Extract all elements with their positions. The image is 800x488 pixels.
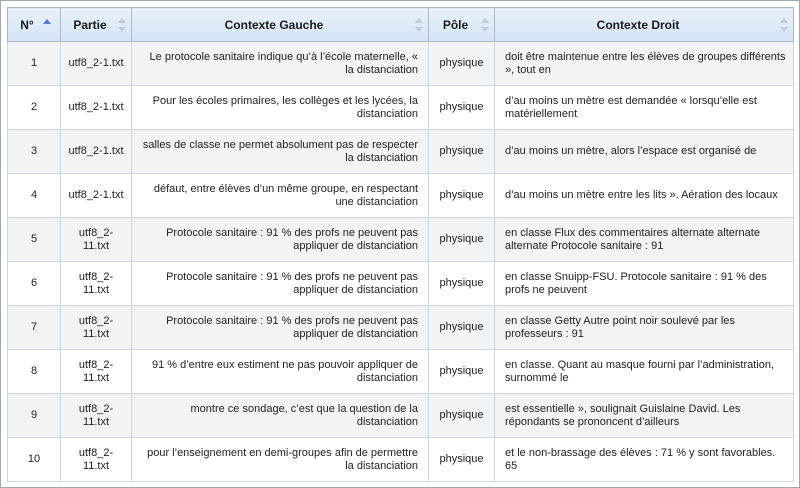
sort-ascending-icon[interactable] bbox=[43, 19, 51, 25]
cell-contexte-droit: en classe Getty Autre point noir soulevé par les professeurs : 91 bbox=[495, 306, 794, 350]
table-row[interactable] bbox=[8, 306, 794, 350]
cell-partie: utf8_2-1.txt bbox=[61, 130, 132, 174]
cell-contexte-droit: et le non-brassage des élèves : 71 % y sont favorables. 65 bbox=[495, 438, 794, 482]
cell-partie: utf8_2-11.txt bbox=[61, 350, 132, 394]
cell-num: 10 bbox=[8, 438, 61, 482]
cell-pole: physique bbox=[429, 262, 495, 306]
sort-icon[interactable] bbox=[118, 18, 126, 32]
cell-contexte-gauche: 91 % d’entre eux estiment ne pas pouvoir appliquer de distanciation bbox=[132, 350, 429, 394]
cell-partie: utf8_2-11.txt bbox=[61, 438, 132, 482]
cell-contexte-droit: d’au moins un mètre est demandée « lorsqu’elle est matériellement bbox=[495, 86, 794, 130]
cell-contexte-gauche: montre ce sondage, c’est que la question de la distanciation bbox=[132, 394, 429, 438]
cell-contexte-gauche: défaut, entre élèves d’un même groupe, en respectant une distanciation bbox=[132, 174, 429, 218]
cell-partie: utf8_2-11.txt bbox=[61, 394, 132, 438]
cell-pole: physique bbox=[429, 394, 495, 438]
cell-partie: utf8_2-11.txt bbox=[61, 218, 132, 262]
column-header-contexte-droit[interactable] bbox=[495, 8, 794, 42]
cell-contexte-droit: d’au moins un mètre entre les lits ». Aération des locaux bbox=[495, 174, 794, 218]
column-header-label: Partie bbox=[73, 17, 107, 32]
cell-pole: physique bbox=[429, 130, 495, 174]
cell-pole: physique bbox=[429, 174, 495, 218]
cell-contexte-gauche: Protocole sanitaire : 91 % des profs ne peuvent pas appliquer de distanciation bbox=[132, 218, 429, 262]
cell-partie: utf8_2-11.txt bbox=[61, 262, 132, 306]
cell-num: 8 bbox=[8, 350, 61, 394]
table-row[interactable] bbox=[8, 394, 794, 438]
cell-contexte-gauche: Protocole sanitaire : 91 % des profs ne peuvent pas appliquer de distanciation bbox=[132, 262, 429, 306]
cell-num: 5 bbox=[8, 218, 61, 262]
cell-partie: utf8_2-11.txt bbox=[61, 306, 132, 350]
cell-pole: physique bbox=[429, 42, 495, 86]
cell-num: 4 bbox=[8, 174, 61, 218]
cell-contexte-droit: en classe Flux des commentaires alternate alternate alternate Protocole sanitaire : 91 bbox=[495, 218, 794, 262]
cell-contexte-droit: en classe Snuipp-FSU. Protocole sanitaire : 91 % des profs ne peuvent bbox=[495, 262, 794, 306]
sort-icon[interactable] bbox=[481, 18, 489, 32]
table-header-row bbox=[8, 8, 794, 42]
cell-contexte-gauche: Pour les écoles primaires, les collèges et les lycées, la distanciation bbox=[132, 86, 429, 130]
cell-num: 3 bbox=[8, 130, 61, 174]
cell-contexte-droit: est essentielle », soulignait Guislaine David. Les répondants se prononcent d’ailleurs bbox=[495, 394, 794, 438]
cell-contexte-gauche: Protocole sanitaire : 91 % des profs ne peuvent pas appliquer de distanciation bbox=[132, 306, 429, 350]
table-row[interactable] bbox=[8, 218, 794, 262]
column-header-label: Contexte Droit bbox=[596, 17, 680, 32]
cell-num: 7 bbox=[8, 306, 61, 350]
column-header-label: Pôle bbox=[442, 17, 469, 32]
column-header-label: N° bbox=[20, 17, 34, 32]
table-row[interactable] bbox=[8, 130, 794, 174]
cell-pole: physique bbox=[429, 86, 495, 130]
column-header-num[interactable] bbox=[8, 8, 61, 42]
table-row[interactable] bbox=[8, 350, 794, 394]
column-header-contexte-gauche[interactable] bbox=[132, 8, 429, 42]
cell-num: 9 bbox=[8, 394, 61, 438]
table-row[interactable] bbox=[8, 438, 794, 482]
cell-contexte-gauche: Le protocole sanitaire indique qu’à l’école maternelle, « la distanciation bbox=[132, 42, 429, 86]
cell-contexte-gauche: pour l’enseignement en demi-groupes afin de permettre la distanciation bbox=[132, 438, 429, 482]
table-row[interactable] bbox=[8, 262, 794, 306]
table-row[interactable] bbox=[8, 86, 794, 130]
cell-partie: utf8_2-1.txt bbox=[61, 86, 132, 130]
cell-pole: physique bbox=[429, 306, 495, 350]
column-header-pole[interactable] bbox=[429, 8, 495, 42]
sort-icon[interactable] bbox=[780, 18, 788, 32]
concordance-table bbox=[7, 7, 794, 482]
cell-pole: physique bbox=[429, 438, 495, 482]
cell-num: 6 bbox=[8, 262, 61, 306]
table-row[interactable] bbox=[8, 174, 794, 218]
cell-contexte-droit: d’au moins un mètre, alors l’espace est organisé de bbox=[495, 130, 794, 174]
cell-contexte-droit: doit être maintenue entre les élèves de groupes différents », tout en bbox=[495, 42, 794, 86]
cell-num: 2 bbox=[8, 86, 61, 130]
column-header-partie[interactable] bbox=[61, 8, 132, 42]
cell-contexte-droit: en classe. Quant au masque fourni par l’administration, surnommé le bbox=[495, 350, 794, 394]
cell-pole: physique bbox=[429, 350, 495, 394]
table-row[interactable] bbox=[8, 42, 794, 86]
cell-partie: utf8_2-1.txt bbox=[61, 42, 132, 86]
cell-num: 1 bbox=[8, 42, 61, 86]
cell-contexte-gauche: salles de classe ne permet absolument pas de respecter la distanciation bbox=[132, 130, 429, 174]
cell-partie: utf8_2-1.txt bbox=[61, 174, 132, 218]
column-header-label: Contexte Gauche bbox=[224, 17, 324, 32]
sort-icon[interactable] bbox=[415, 18, 423, 32]
cell-pole: physique bbox=[429, 218, 495, 262]
